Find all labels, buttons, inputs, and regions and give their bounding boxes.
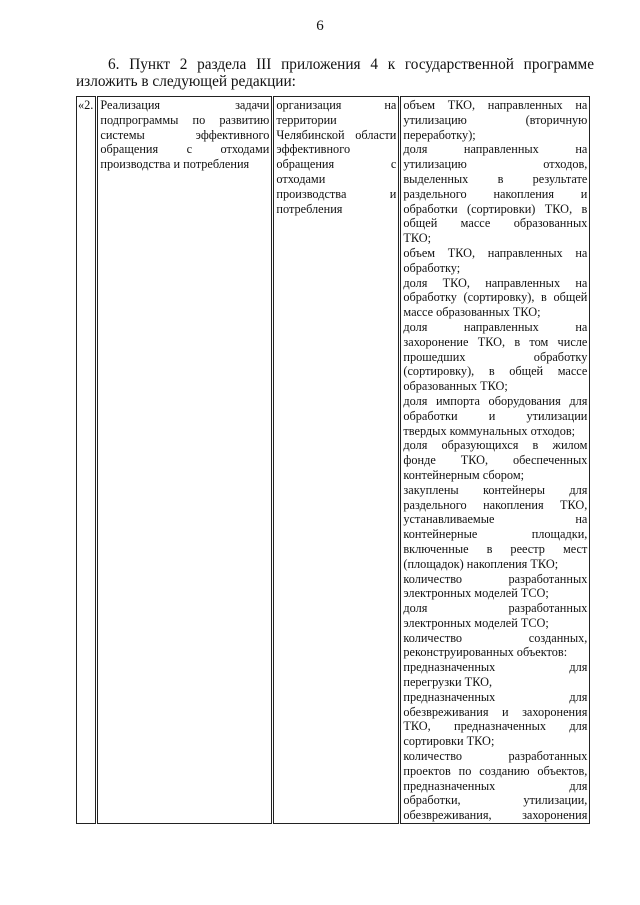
text-line: обезвреживания, захоронения — [403, 808, 588, 823]
text-line: предназначенных для — [403, 660, 588, 675]
text-line: раздельного накопления ТКО, — [403, 497, 588, 512]
text-line: доля образующихся в жилом — [403, 438, 588, 453]
indicator-item — [403, 320, 587, 394]
text-line: выделенных в результате — [403, 171, 588, 186]
text-line: Челябинской области — [276, 127, 397, 142]
text-line: сортировки ТКО; — [403, 734, 495, 749]
text-line: раздельного накопления и — [403, 186, 588, 201]
text-line: отходами — [276, 171, 326, 186]
text-line: обезвреживания и захоронения — [403, 704, 588, 719]
text-line: фонде ТКО, обеспеченных — [403, 453, 588, 468]
text-line: потребления — [276, 201, 343, 216]
indicator-item — [403, 142, 587, 246]
row-number-cell — [77, 97, 97, 824]
text-line: ТКО, предназначенных для — [403, 719, 588, 734]
text-line: обработки (сортировки) ТКО, в — [403, 201, 588, 216]
text-line: системы эффективного — [100, 127, 270, 142]
text-line: утилизацию отходов, — [403, 157, 588, 172]
text-line: перегрузки ТКО, — [403, 675, 493, 690]
text-line: доля направленных на — [403, 319, 588, 334]
text-line: производства и потребления — [100, 157, 250, 172]
text-line: (сортировку), в общей массе — [403, 364, 588, 379]
indicator-item — [403, 601, 587, 631]
text-line: обработку (сортировку), в общей — [403, 290, 588, 305]
text-line: электронных моделей ТСО; — [403, 586, 549, 601]
text-line: количество разработанных — [403, 749, 588, 764]
intro-paragraph: 6. Пункт 2 раздела III приложения 4 к государственной программе изложить в следующей редакции: — [76, 56, 594, 90]
text-line: объем ТКО, направленных на — [403, 245, 588, 260]
text-line: производства и — [276, 186, 397, 201]
text-line: переработку); — [403, 127, 476, 142]
text-line: эффективного — [276, 142, 351, 157]
indicator-item — [403, 394, 587, 438]
text-line: обработки и утилизации — [403, 408, 588, 423]
text-line: обращения с — [276, 157, 397, 172]
text-line: (площадок) накопления ТКО; — [403, 556, 559, 571]
text-line: общей массе образованных — [403, 216, 588, 231]
text-line: массе образованных ТКО; — [403, 305, 541, 320]
text-line: количество разработанных — [403, 571, 588, 586]
table-row — [77, 97, 590, 824]
text-line: утилизацию (вторичную — [403, 112, 588, 127]
program-table — [76, 96, 590, 824]
indicator-item — [403, 246, 587, 276]
indicator-item — [403, 749, 587, 823]
text-line: контейнерные площадки, — [403, 527, 588, 542]
indicator-item — [403, 276, 587, 320]
text-line: обращения с отходами — [100, 142, 270, 157]
text-line: доля импорта оборудования для — [403, 393, 588, 408]
text-line: Реализация задачи — [100, 98, 270, 112]
organization-cell — [273, 97, 400, 824]
text-line: предназначенных для — [403, 778, 588, 793]
row-number: «2. — [78, 98, 94, 112]
text-line: проектов по созданию объектов, — [403, 763, 588, 778]
text-line: доля разработанных — [403, 601, 588, 616]
task-text — [100, 98, 269, 172]
indicators-cell — [400, 97, 590, 824]
text-line: подпрограммы по развитию — [100, 112, 270, 127]
indicator-item — [403, 98, 587, 142]
task-cell — [97, 97, 273, 824]
text-line: реконструированных объектов: — [403, 645, 568, 660]
organization-text — [276, 98, 396, 216]
indicator-list — [403, 98, 587, 823]
text-line: электронных моделей ТСО; — [403, 615, 549, 630]
text-line: захоронение ТКО, в том числе — [403, 334, 588, 349]
text-line: количество созданных, — [403, 630, 588, 645]
text-line: доля ТКО, направленных на — [403, 275, 588, 290]
indicator-item — [403, 483, 587, 572]
text-line: твердых коммунальных отходов; — [403, 423, 576, 438]
text-line: доля направленных на — [403, 142, 588, 157]
text-line: включенные в реестр мест — [403, 541, 588, 556]
indicator-item — [403, 438, 587, 482]
text-line: устанавливаемые на — [403, 512, 588, 527]
text-line: закуплены контейнеры для — [403, 482, 588, 497]
text-line: предназначенных для — [403, 689, 588, 704]
indicator-item — [403, 572, 587, 602]
indicator-item — [403, 631, 587, 661]
text-line: ТКО; — [403, 231, 432, 246]
text-line: территории — [276, 112, 337, 127]
text-line: обработки, утилизации, — [403, 793, 588, 808]
text-line: образованных ТКО; — [403, 379, 508, 394]
text-line: контейнерным сбором; — [403, 467, 525, 482]
indicator-item — [403, 690, 587, 749]
page-number: 6 — [316, 18, 324, 34]
text-line: прошедших обработку — [403, 349, 588, 364]
text-line: объем ТКО, направленных на — [403, 98, 588, 112]
text-line: обработку; — [403, 260, 461, 275]
text-line: организация на — [276, 98, 397, 112]
indicator-item — [403, 660, 587, 690]
